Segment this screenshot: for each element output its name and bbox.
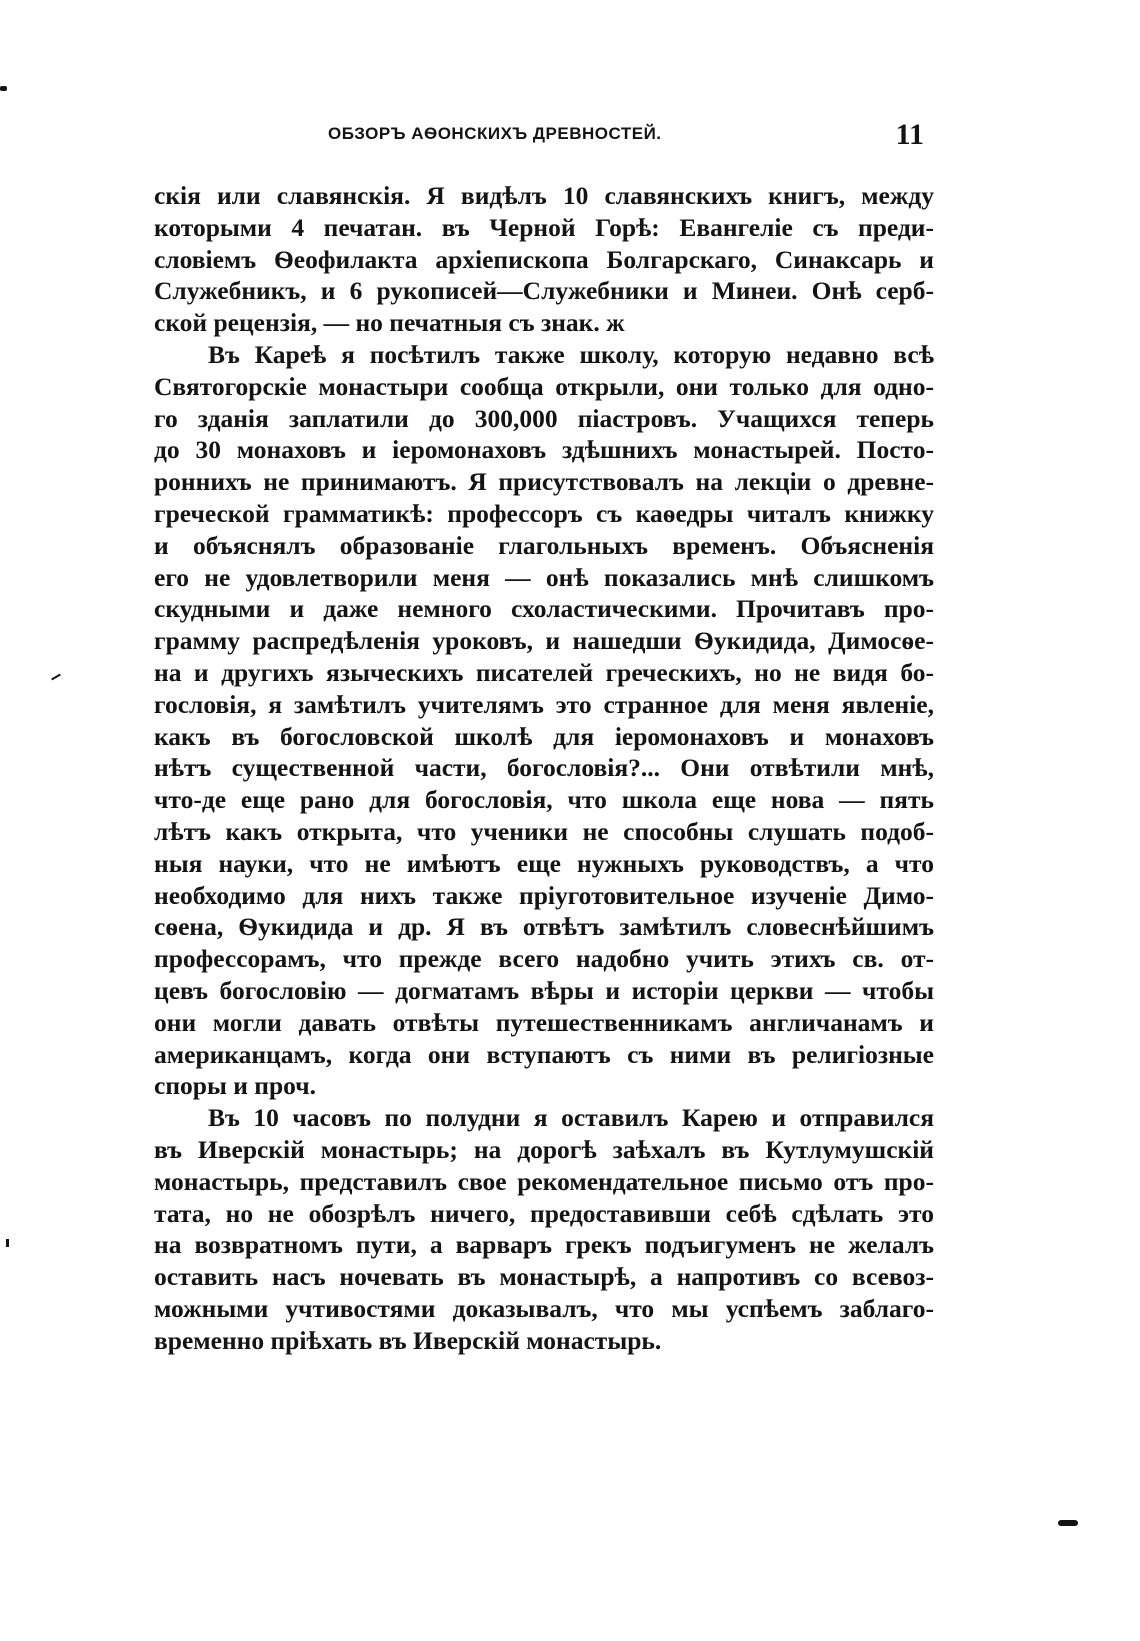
text-line: скія или славянскія. Я видѣлъ 10 славянскихъ книгъ, между [154, 181, 934, 210]
text-line: въ Иверскій монастырь; на дорогѣ заѣхалъ въ Кутлумушскій [154, 1134, 934, 1164]
text-line: необходимо для нихъ также пріуготовительное изученіе Димо- [154, 880, 934, 910]
text-line: американцамъ, когда они вступаютъ съ ними въ религіозные [154, 1039, 934, 1069]
text-line: они могли давать отвѣты путешественникамъ англичанамъ и [154, 1007, 934, 1037]
text-line: скудными и даже немного схоластическими. Прочитавъ про- [154, 594, 934, 624]
text-line: Въ 10 часовъ по полудни я оставилъ Карею и отправился [208, 1103, 934, 1133]
body-text [154, 180, 934, 1356]
text-line: Служебникъ, и 6 рукописей—Служебники и Минеи. Онѣ серб- [154, 276, 934, 306]
text-line: гословія, я замѣтилъ учителямъ это странное для меня явленіе, [154, 689, 934, 719]
text-line: Святогорскіе монастыри сообща открыли, они только для одно- [154, 371, 934, 401]
text-line: роннихъ не принимаютъ. Я присутствовалъ на лекціи о древне- [154, 467, 934, 497]
page-number: 11 [895, 118, 924, 151]
text-line: профессорамъ, что прежде всего надобно учить этихъ св. от- [154, 944, 934, 974]
text-line: его не удовлетворили меня — онѣ показались мнѣ слишкомъ [154, 562, 934, 592]
scan-speck [0, 86, 7, 91]
running-title: ОБЗОРЪ АѲОНСКИХЪ ДРЕВНОСТЕЙ. [328, 124, 662, 143]
text-line: что-де еще рано для богословія, что школа еще нова — пять [154, 785, 934, 815]
scan-speck [51, 674, 61, 681]
scan-speck [6, 1239, 9, 1247]
text-line: споры и проч. [154, 1071, 317, 1101]
text-line: на и другихъ языческихъ писателей греческихъ, но не видя бо- [154, 657, 934, 687]
text-line: сѳена, Ѳукидида и др. Я въ отвѣтъ замѣтилъ словеснѣйшимъ [154, 912, 934, 942]
text-line: временно пріѣхать въ Иверскій монастырь. [154, 1325, 662, 1355]
text-line: лѣтъ какъ открыта, что ученики не способны слушать подоб- [154, 816, 934, 846]
text-line: которыми 4 печатан. въ Черной Горѣ: Евангеліе съ преди- [154, 212, 934, 242]
text-line: грамму распредѣленія уроковъ, и нашедши Ѳукидида, Димосѳе- [154, 626, 934, 656]
text-line: Въ Кареѣ я посѣтилъ также школу, которую недавно всѣ [208, 339, 934, 369]
text-line: монастырь, представилъ свое рекомендательное письмо отъ про- [154, 1166, 934, 1196]
text-line: на возвратномъ пути, а варваръ грекъ подъигуменъ не желалъ [154, 1230, 934, 1260]
text-line: тата, но не обозрѣлъ ничего, предоставивши себѣ сдѣлать это [154, 1198, 934, 1228]
text-line: ныя науки, что не имѣютъ еще нужныхъ руководствъ, а что [154, 848, 934, 878]
running-header [328, 118, 928, 156]
text-line: го зданія заплатили до 300,000 піастровъ. Учащихся теперь [154, 403, 934, 433]
text-line: можными учтивостями доказывалъ, что мы успѣемъ заблаго- [154, 1293, 934, 1323]
text-line: какъ въ богословской школѣ для іеромонаховъ и монаховъ [154, 721, 934, 751]
text-line: до 30 монаховъ и іеромонаховъ здѣшнихъ монастырей. Посто- [154, 435, 934, 465]
text-line: греческой грамматикѣ: профессоръ съ каѳедры читалъ книжку [154, 498, 934, 528]
text-line: ской рецензія, — но печатныя съ знак. ж [154, 308, 625, 338]
text-line: нѣтъ существенной части, богословія?... Они отвѣтили мнѣ, [154, 753, 934, 783]
text-line: словіемъ Ѳеофилакта архіепископа Болгарскаго, Синаксарь и [154, 244, 934, 274]
text-line: оставить насъ ночевать въ монастырѣ, а напротивъ со всевоз- [154, 1262, 934, 1292]
text-line: цевъ богословію — догматамъ вѣры и исторіи церкви — чтобы [154, 975, 934, 1005]
scan-speck [1058, 1520, 1078, 1526]
text-line: и объяснялъ образованіе глагольныхъ временъ. Объясненія [154, 530, 934, 560]
